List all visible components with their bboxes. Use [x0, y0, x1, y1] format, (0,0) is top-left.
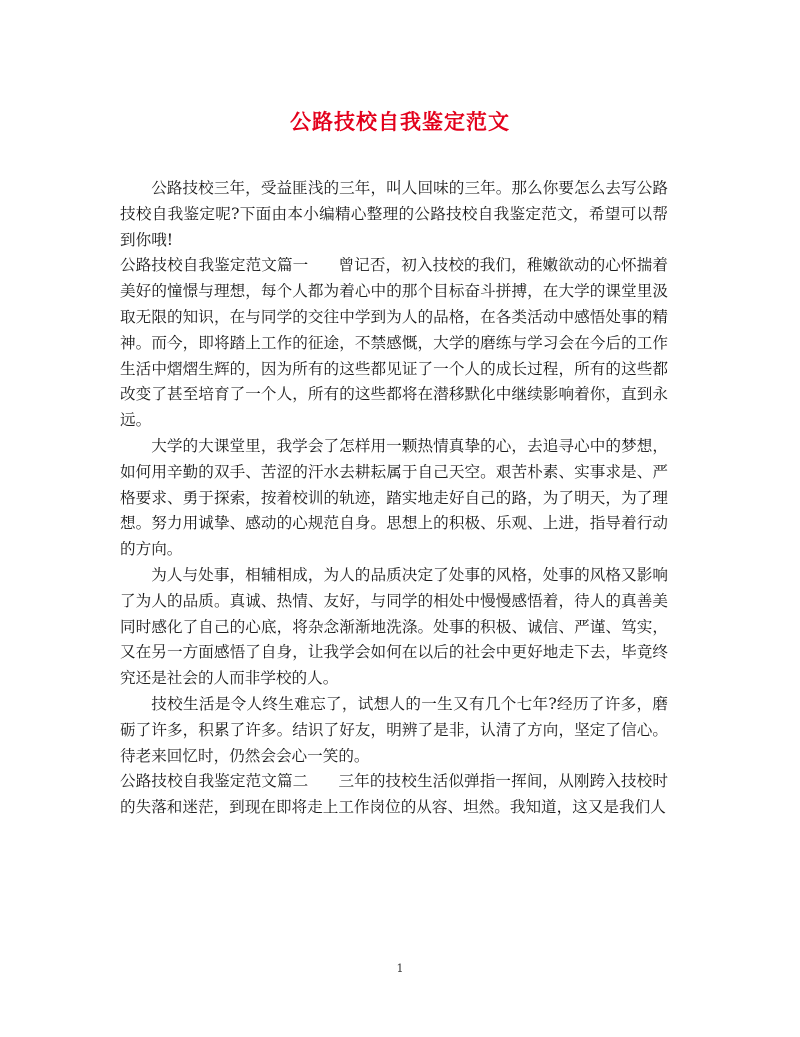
- section2-heading: 公路技校自我鉴定范文篇二: [120, 772, 309, 791]
- section1-paragraph-2: 大学的大课堂里，我学会了怎样用一颗热情真挚的心，去追寻心中的梦想，如何用辛勤的双手、苦涩的汗水去耕耘属于自己天空。艰苦朴素、实事求是、严格要求、勇于探索，按着校训的轨迹，踏实地走好自己的路，为了明天，为了理想。努力用诚挚、感动的心规范自身。思想上的积极、乐观、上进，指导着行动的方向。: [120, 436, 668, 559]
- section1-paragraph-3: 为人与处事，相辅相成，为人的品质决定了处事的风格，处事的风格又影响了为人的品质。真诚、热情、友好，与同学的相处中慢慢感悟着，待人的真善美同时感化了自己的心底，将杂念渐渐地洗涤。处事的积极、诚信、严谨、笃实，又在另一方面感悟了自身，让我学会如何在以后的社会中更好地走下去，毕竟终究还是社会的人而非学校的人。: [120, 565, 668, 688]
- section1-first-paragraph: [120, 253, 668, 434]
- document-body: [120, 176, 668, 821]
- document-title: 公路技校自我鉴定范文: [290, 109, 510, 134]
- section2-paragraph-1: 三年的技校生活似弹指一挥间，从刚跨入技校时的失落和迷茫，到现在即将走上工作岗位的从容、坦然。我知道，这又是我们人: [120, 772, 668, 817]
- page-number: 1: [396, 962, 404, 975]
- section1-heading: 公路技校自我鉴定范文篇一: [120, 256, 309, 275]
- section2-first-paragraph: [120, 769, 668, 821]
- section1-paragraph-4: 技校生活是令人终生难忘了，试想人的一生又有几个七年?经历了许多，磨砺了许多，积累了许多。结识了好友，明辨了是非，认清了方向，坚定了信心。待老来回忆时，仍然会会心一笑的。: [120, 694, 668, 765]
- section1-paragraph-1: 曾记否，初入技校的我们，稚嫩欲动的心怀揣着美好的憧憬与理想，每个人都为着心中的那个目标奋斗拼搏，在大学的课堂里汲取无限的知识，在与同学的交往中学到为人的品格，在各类活动中感悟处事的精神。而今，即将踏上工作的征途，不禁感慨，大学的磨练与学习会在今后的工作生活中熠熠生辉的，因为所有的这些都见证了一个人的成长过程，所有的这些都改变了甚至培育了一个人，所有的这些都将在潜移默化中继续影响着你，直到永远。: [120, 256, 668, 430]
- intro-paragraph: 公路技校三年，受益匪浅的三年，叫人回味的三年。那么你要怎么去写公路技校自我鉴定呢?下面由本小编精心整理的公路技校自我鉴定范文，希望可以帮到你哦!: [120, 179, 668, 249]
